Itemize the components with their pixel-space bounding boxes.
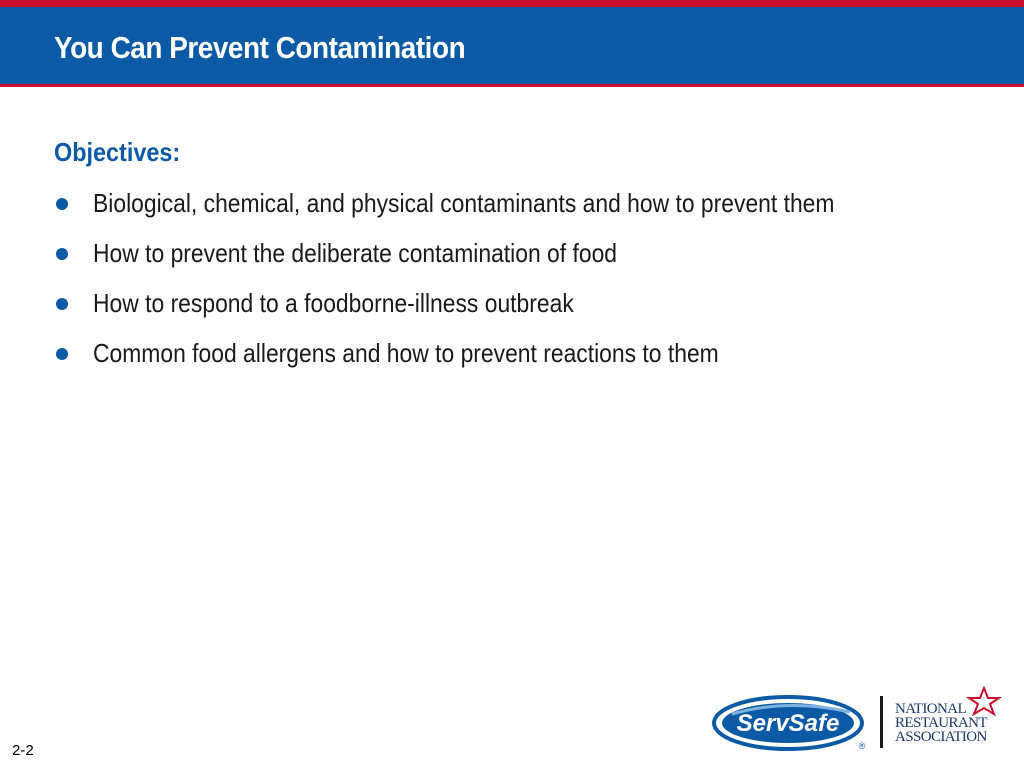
footer-logos [712, 686, 1017, 758]
servsafe-logo [712, 694, 872, 752]
svg-text:®: ® [858, 741, 866, 751]
bullet-icon [56, 248, 68, 260]
nra-logo-line: RESTAURANT [895, 715, 987, 731]
top-accent-rule [0, 0, 1024, 7]
title-bar [0, 7, 1024, 84]
nra-logo-line: ASSOCIATION [895, 729, 987, 745]
list-item-text: Biological, chemical, and physical contaminants and how to prevent them [93, 188, 835, 218]
list-item-text: How to respond to a foodborne-illness outbreak [93, 288, 574, 318]
bullet-icon [56, 198, 68, 210]
servsafe-logo-text: ServSafe [736, 710, 840, 737]
nra-logo-text [895, 702, 987, 744]
slide-number: 2-2 [12, 742, 34, 759]
list-item-text: How to prevent the deliberate contamination of food [93, 238, 618, 268]
slide-title: You Can Prevent Contamination [54, 30, 466, 65]
bullet-icon [56, 298, 68, 310]
objectives-heading: Objectives: [54, 137, 181, 167]
logo-divider [880, 696, 883, 748]
bullet-icon [56, 348, 68, 360]
list-item-text: Common food allergens and how to prevent reactions to them [93, 338, 719, 368]
title-underline-rule [0, 84, 1024, 87]
nra-logo-line: NATIONAL [895, 701, 967, 717]
